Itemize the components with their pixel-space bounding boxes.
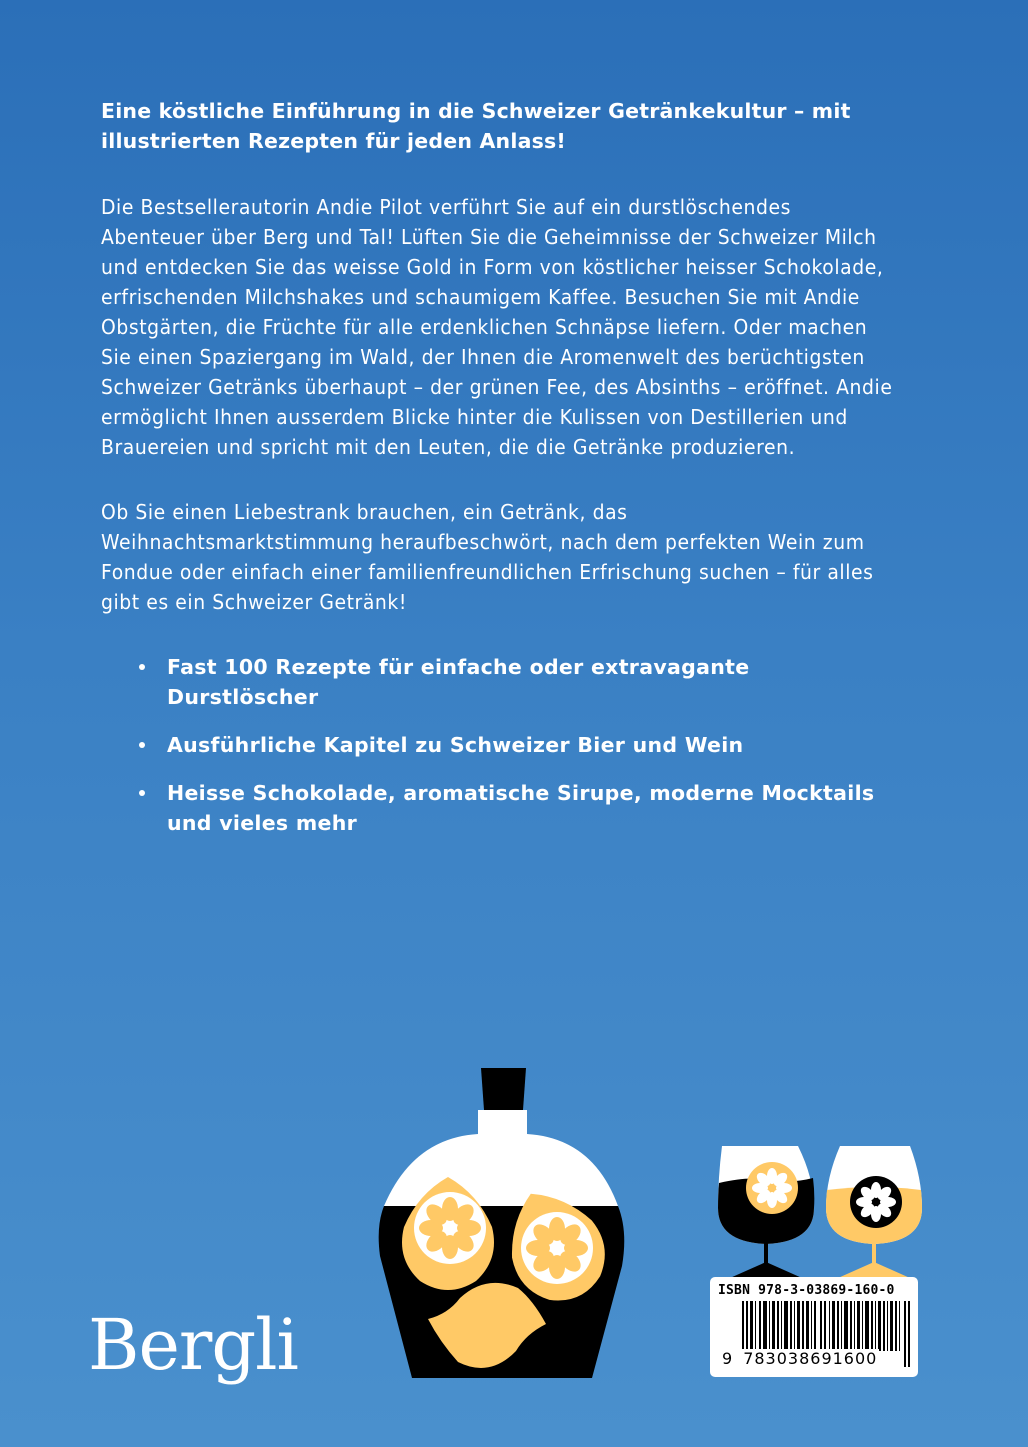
isbn-barcode [710,1277,918,1377]
bullet-icon [139,742,145,748]
publisher-logo: Bergli [88,1304,298,1386]
back-cover-text [101,96,901,856]
feature-item: Fast 100 Rezepte für einfache oder extravagante Durstlöscher [101,652,901,712]
description-paragraph-2: Ob Sie einen Liebestrank brauchen, ein Getränk, das Weihnachtsmarktstimmung heraufbeschwört, nach dem perfekten Wein zum Fondue oder einfach einer familienfreundlichen Erfrischung suchen – für alles gibt es ein Schweizer Getränk! [101,500,874,614]
two-wine-glasses-icon [710,1138,925,1278]
bottle-with-lemons-icon [378,1066,632,1386]
bullet-icon [139,790,145,796]
barcode-digits: 9 783038691600 [722,1349,878,1368]
description-paragraph-1: Die Bestsellerautorin Andie Pilot verführt Sie auf ein durstlöschendes Abenteuer über Berg und Tal! Lüften Sie die Geheimnisse der Schweizer Milch und entdecken Sie das weisse Gold in Form von köstlicher heisser Schokolade, erfrischenden Milchshakes und schaumigem Kaffee. Besuchen Sie mit Andie Obstgärten, die Früchte für alle erdenklichen Schnäpse liefern. Oder machen Sie einen Spaziergang im Wald, der Ihnen die Aromenwelt des berüchtigsten Schweizer Getränks überhaupt – der grünen Fee, des Absinths – eröffnet. Andie ermöglicht Ihnen ausserdem Blicke hinter die Kulissen von Destillerien und Brauereien und spricht mit den Leuten, die die Getränke produzieren. [101,195,893,459]
isbn-label: ISBN 978-3-03869-160-0 [718,1283,895,1298]
feature-list [101,652,901,838]
feature-item: Ausführliche Kapitel zu Schweizer Bier und Wein [101,730,901,760]
bullet-icon [139,664,145,670]
feature-item: Heisse Schokolade, aromatische Sirupe, moderne Mocktails und vieles mehr [101,778,901,838]
headline: Eine köstliche Einführung in die Schweizer Getränkekultur – mit illustrierten Rezepten für jeden Anlass! [101,99,851,153]
